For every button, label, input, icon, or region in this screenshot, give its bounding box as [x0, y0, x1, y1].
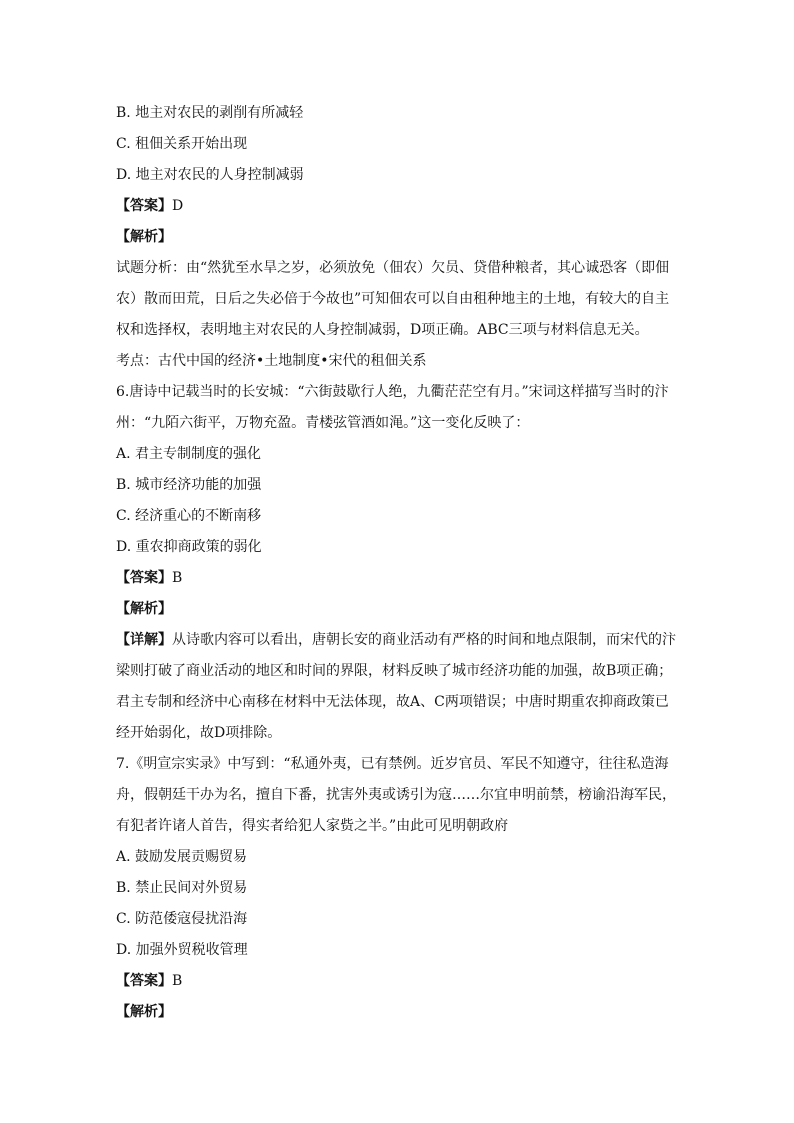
q6-option-b: B. 城市经济功能的加强 — [116, 477, 262, 493]
q6-detail-text: 从诗歌内容可以看出，唐朝长安的商业活动有严格的时间和地点限制，而宋代的汴梁则打破了商业活动的地区和时间的界限，材料反映了城市经济功能的加强，故B项正确；君主专制和经济中心南移在材料中无法体现，故A、C两项错误；中唐时期重农抑商政策已经开始弱化，故D项排除。 — [116, 632, 676, 741]
q7-option-c: C. 防范倭寇侵扰沿海 — [116, 911, 248, 927]
q6-answer — [116, 563, 676, 594]
q7-analysis-tag: 【解析】 — [116, 1004, 172, 1020]
q5-kaodian: 考点：古代中国的经济•土地制度•宋代的租佃关系 — [116, 353, 427, 369]
q7-option-d: D. 加强外贸税收管理 — [116, 942, 248, 958]
q7-option-b: B. 禁止民间对外贸易 — [116, 880, 248, 896]
q5-option-b: B. 地主对农民的剥削有所减轻 — [116, 105, 304, 121]
q6-option-d: D. 重农抑商政策的弱化 — [116, 539, 262, 555]
q5-option-d: D. 地主对农民的人身控制减弱 — [116, 167, 304, 183]
q6-detail — [116, 625, 676, 749]
q6-detail-tag: 【详解】 — [116, 632, 172, 648]
q7-answer — [116, 966, 676, 997]
q6-option-c: C. 经济重心的不断南移 — [116, 508, 262, 524]
q6-stem: 6.唐诗中记载当时的长安城：“六街鼓歇行人绝，九衢茫茫空有月。”宋词这样描写当时的汴州：“九陌六街平，万物充盈。青楼弦管酒如渑。”这一变化反映了： — [116, 384, 669, 431]
q7-answer-tag: 【答案】 — [116, 973, 172, 989]
q6-option-a: A. 君主专制制度的强化 — [116, 446, 262, 462]
q5-analysis-tag: 【解析】 — [116, 229, 172, 245]
q5-answer — [116, 191, 676, 222]
q5-option-c: C. 租佃关系开始出现 — [116, 136, 248, 152]
document-page — [116, 98, 676, 1028]
q7-answer-value: B — [172, 973, 183, 989]
q6-answer-value: B — [172, 570, 183, 586]
q6-analysis-tag: 【解析】 — [116, 601, 172, 617]
q5-answer-value: D — [172, 198, 184, 214]
q7-option-a: A. 鼓励发展贡赐贸易 — [116, 849, 248, 865]
q7-stem: 7.《明宣宗实录》中写到：“私通外夷，已有禁例。近岁官员、军民不知遵守，往往私造海舟，假朝廷干办为名，擅自下番，扰害外夷或诱引为寇……尔宜申明前禁，榜谕沿海军民，有犯者许诸人首告，得实者给犯人家赀之半。”由此可见明朝政府 — [116, 756, 676, 834]
q5-answer-tag: 【答案】 — [116, 198, 172, 214]
q5-analysis-text: 试题分析：由“然犹至水旱之岁，必须放免（佃农）欠员、贷借种粮者，其心诚恐客（即佃农）散而田荒，日后之失必倍于今故也”可知佃农可以自由租种地主的土地，有较大的自主权和选择权，表明地主对农民的人身控制减弱，D项正确。ABC三项与材料信息无关。 — [116, 260, 670, 338]
q6-answer-tag: 【答案】 — [116, 570, 172, 586]
